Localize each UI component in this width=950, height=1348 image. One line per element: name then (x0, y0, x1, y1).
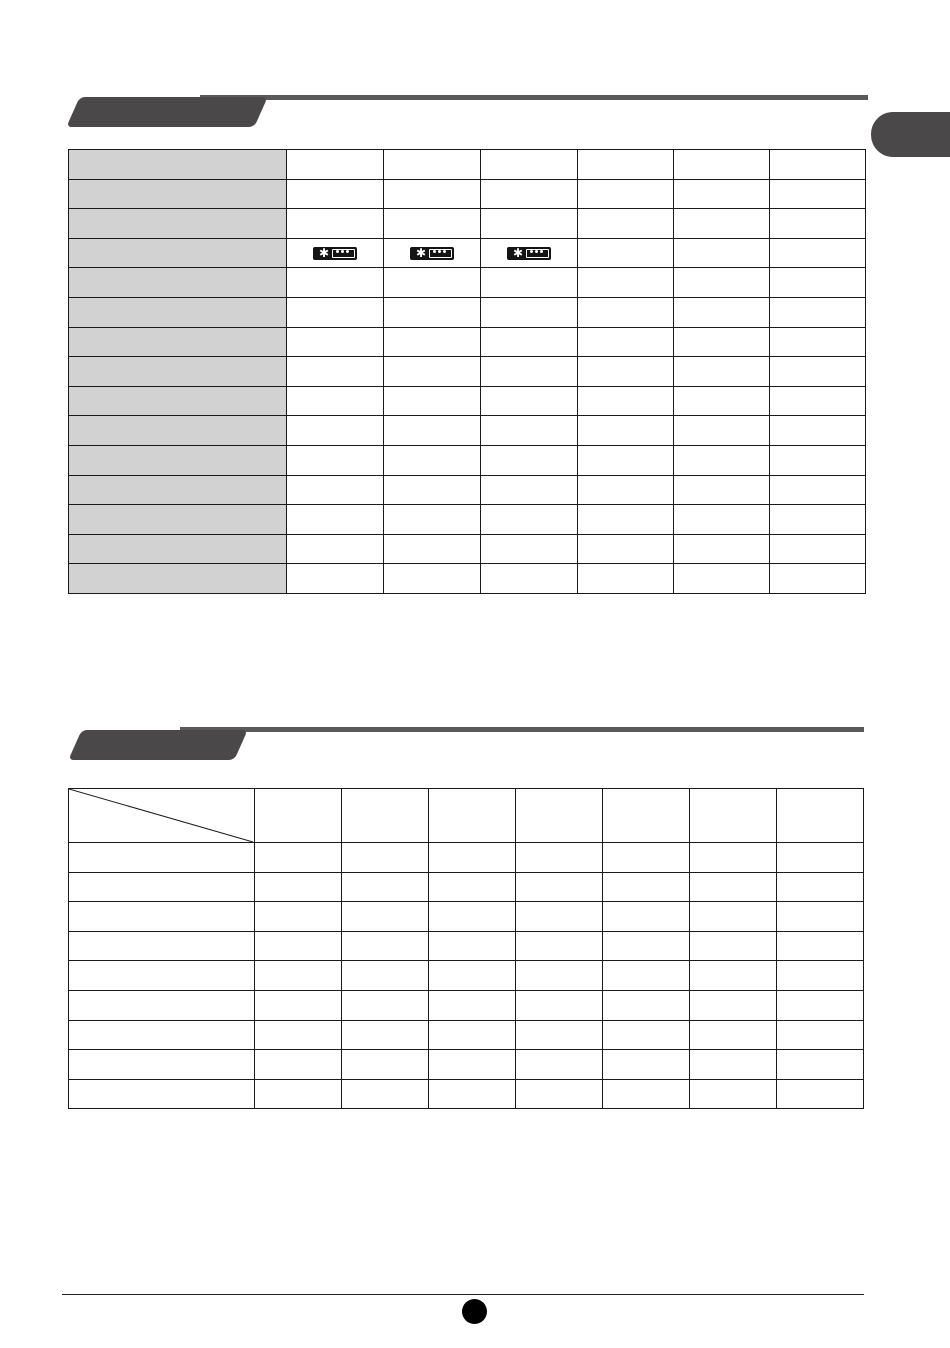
spec-value-cell (770, 416, 866, 446)
grid-value-cell (429, 990, 516, 1020)
spec-value-cell (770, 150, 866, 180)
spec-value-cell (384, 564, 481, 594)
grid-value-cell (429, 902, 516, 932)
grid-value-cell (516, 1079, 603, 1109)
specification-table (68, 149, 866, 594)
grid-value-cell (777, 1079, 864, 1109)
grid-value-cell (342, 931, 429, 961)
grid-value-cell (429, 1050, 516, 1080)
section-2-tab (68, 730, 247, 760)
spec-value-cell (674, 534, 770, 564)
grid-value-cell (342, 990, 429, 1020)
grid-value-cell (777, 990, 864, 1020)
grid-value-cell (516, 1050, 603, 1080)
spec-value-cell (481, 564, 578, 594)
grid-value-cell (429, 961, 516, 991)
grid-value-cell (603, 1020, 690, 1050)
spec-value-cell (578, 238, 674, 268)
spec-label-cell (69, 327, 287, 357)
grid-value-cell (777, 843, 864, 873)
grid-label-cell (69, 1079, 255, 1109)
spec-value-cell (287, 357, 384, 387)
spec-value-cell (481, 150, 578, 180)
grid-value-cell (516, 872, 603, 902)
spec-label-cell (69, 150, 287, 180)
spec-row (69, 505, 866, 535)
spec-label-cell (69, 416, 287, 446)
spec-value-cell (578, 534, 674, 564)
spec-value-cell (674, 357, 770, 387)
page-number-dot (462, 1299, 487, 1324)
spec-value-cell (578, 445, 674, 475)
grid-label-cell (69, 902, 255, 932)
spec-value-cell (384, 386, 481, 416)
grid-value-cell (429, 1020, 516, 1050)
grid-value-cell (516, 1020, 603, 1050)
spec-value-cell (674, 297, 770, 327)
spec-value-cell (481, 327, 578, 357)
grid-row (69, 1050, 864, 1080)
grid-row (69, 990, 864, 1020)
grid-value-cell (255, 990, 342, 1020)
grid-value-cell (690, 990, 777, 1020)
diagonal-header-cell (69, 789, 255, 843)
grid-header-cell (690, 789, 777, 843)
spec-row (69, 357, 866, 387)
grid-value-cell (777, 1050, 864, 1080)
spec-value-cell (674, 238, 770, 268)
diagonal-line (69, 789, 255, 842)
spec-value-cell (287, 327, 384, 357)
spec-value-cell (384, 209, 481, 239)
spec-value-cell (384, 357, 481, 387)
spec-value-cell (384, 268, 481, 298)
spec-label-cell (69, 268, 287, 298)
spec-value-cell (674, 268, 770, 298)
spec-value-cell (578, 150, 674, 180)
grid-header-cell (603, 789, 690, 843)
spec-row (69, 564, 866, 594)
spec-value-cell (674, 564, 770, 594)
spec-row (69, 475, 866, 505)
spec-value-cell (770, 209, 866, 239)
spec-value-cell (770, 327, 866, 357)
grid-value-cell (603, 931, 690, 961)
grid-value-cell (255, 1079, 342, 1109)
spec-value-cell (578, 179, 674, 209)
grid-value-cell (603, 990, 690, 1020)
spec-value-cell (384, 475, 481, 505)
spec-label-cell (69, 534, 287, 564)
grid-header-cell (429, 789, 516, 843)
grid-value-cell (255, 872, 342, 902)
spec-label-cell (69, 357, 287, 387)
grid-header-row (69, 789, 864, 843)
grid-value-cell (603, 961, 690, 991)
grid-value-cell (255, 1050, 342, 1080)
spec-label-cell (69, 475, 287, 505)
grid-label-cell (69, 990, 255, 1020)
spec-value-cell (481, 534, 578, 564)
spec-value-cell (770, 475, 866, 505)
spec-value-cell (674, 150, 770, 180)
spec-label-cell (69, 445, 287, 475)
spec-value-cell (578, 209, 674, 239)
grid-value-cell (342, 1079, 429, 1109)
spec-label-cell (69, 505, 287, 535)
grid-value-cell (690, 961, 777, 991)
grid-value-cell (516, 990, 603, 1020)
spec-value-cell (481, 179, 578, 209)
spec-value-cell (770, 534, 866, 564)
spec-value-cell (384, 416, 481, 446)
spec-value-cell (770, 297, 866, 327)
spec-label-cell (69, 209, 287, 239)
spec-value-cell (481, 445, 578, 475)
grid-label-cell (69, 872, 255, 902)
spec-value-cell (287, 297, 384, 327)
grid-value-cell (777, 1020, 864, 1050)
grid-value-cell (690, 1020, 777, 1050)
spec-value-cell (384, 534, 481, 564)
grid-value-cell (777, 961, 864, 991)
spec-row (69, 534, 866, 564)
grid-value-cell (255, 902, 342, 932)
spec-value-cell (770, 564, 866, 594)
grid-header-cell (516, 789, 603, 843)
spec-value-cell (287, 268, 384, 298)
grid-value-cell (516, 931, 603, 961)
spec-value-cell (481, 238, 578, 268)
grid-value-cell (342, 843, 429, 873)
grid-row (69, 843, 864, 873)
spec-label-cell (69, 238, 287, 268)
grid-label-cell (69, 931, 255, 961)
spec-value-cell (287, 505, 384, 535)
spec-value-cell (674, 475, 770, 505)
grid-value-cell (690, 872, 777, 902)
grid-row (69, 1020, 864, 1050)
spec-value-cell (287, 445, 384, 475)
section-1-rule (200, 95, 868, 100)
grid-value-cell (429, 1079, 516, 1109)
spec-value-cell (674, 209, 770, 239)
spec-value-cell (287, 386, 384, 416)
spec-value-cell (674, 416, 770, 446)
spec-value-cell (578, 505, 674, 535)
spec-value-cell (770, 386, 866, 416)
spec-value-cell (578, 475, 674, 505)
spec-value-cell (287, 238, 384, 268)
grid-value-cell (690, 1079, 777, 1109)
grid-row (69, 961, 864, 991)
spec-value-cell (481, 416, 578, 446)
grid-row (69, 1079, 864, 1109)
grid-value-cell (255, 931, 342, 961)
grid-row (69, 902, 864, 932)
grid-value-cell (603, 1079, 690, 1109)
grid-header-cell (255, 789, 342, 843)
spec-value-cell (770, 357, 866, 387)
spec-value-cell (384, 238, 481, 268)
spec-value-cell (481, 386, 578, 416)
freezer-three-star-icon: ✱ (507, 247, 551, 260)
grid-value-cell (690, 1050, 777, 1080)
freezer-three-star-icon: ✱ (410, 247, 454, 260)
spec-value-cell (287, 150, 384, 180)
grid-header-cell (342, 789, 429, 843)
spec-label-cell (69, 564, 287, 594)
grid-value-cell (603, 902, 690, 932)
spec-value-cell (578, 297, 674, 327)
spec-value-cell (770, 179, 866, 209)
grid-label-cell (69, 1050, 255, 1080)
spec-value-cell (674, 327, 770, 357)
spec-row (69, 445, 866, 475)
spec-value-cell (287, 416, 384, 446)
spec-value-cell (481, 297, 578, 327)
spec-value-cell (578, 564, 674, 594)
grid-label-cell (69, 961, 255, 991)
grid-value-cell (429, 872, 516, 902)
spec-value-cell (287, 209, 384, 239)
grid-value-cell (255, 1020, 342, 1050)
grid-header-cell (777, 789, 864, 843)
spec-value-cell (481, 475, 578, 505)
spec-value-cell (770, 505, 866, 535)
spec-row (69, 416, 866, 446)
grid-value-cell (342, 961, 429, 991)
grid-row (69, 872, 864, 902)
spec-value-cell (384, 179, 481, 209)
spec-value-cell (384, 297, 481, 327)
spec-value-cell (770, 238, 866, 268)
grid-value-cell (777, 902, 864, 932)
spec-row (69, 150, 866, 180)
footer-rule (62, 1294, 864, 1295)
spec-value-cell (578, 357, 674, 387)
spec-row (69, 209, 866, 239)
grid-label-cell (69, 843, 255, 873)
spec-value-cell (481, 268, 578, 298)
section-2-rule (180, 727, 864, 732)
grid-value-cell (690, 902, 777, 932)
spec-row (69, 268, 866, 298)
spec-value-cell (287, 475, 384, 505)
spec-row (69, 297, 866, 327)
spec-value-cell (384, 445, 481, 475)
grid-value-cell (516, 961, 603, 991)
spec-value-cell (481, 209, 578, 239)
spec-value-cell (287, 534, 384, 564)
grid-value-cell (777, 872, 864, 902)
grid-value-cell (255, 843, 342, 873)
grid-value-cell (342, 872, 429, 902)
spec-label-cell (69, 386, 287, 416)
grid-row (69, 931, 864, 961)
section-1-tab (66, 97, 267, 127)
spec-value-cell (384, 327, 481, 357)
grid-table (68, 788, 864, 1109)
spec-row (69, 327, 866, 357)
spec-row (69, 179, 866, 209)
spec-value-cell (384, 505, 481, 535)
spec-label-cell (69, 179, 287, 209)
spec-value-cell (578, 327, 674, 357)
spec-value-cell (674, 445, 770, 475)
grid-value-cell (603, 843, 690, 873)
spec-value-cell (674, 386, 770, 416)
grid-value-cell (777, 931, 864, 961)
grid-value-cell (342, 1050, 429, 1080)
spec-value-cell (481, 505, 578, 535)
grid-value-cell (342, 1020, 429, 1050)
spec-value-cell (481, 357, 578, 387)
spec-value-cell (770, 268, 866, 298)
grid-label-cell (69, 1020, 255, 1050)
spec-value-cell (578, 416, 674, 446)
grid-value-cell (516, 902, 603, 932)
spec-row (69, 386, 866, 416)
grid-value-cell (690, 931, 777, 961)
spec-value-cell (578, 268, 674, 298)
spec-value-cell (287, 564, 384, 594)
grid-value-cell (429, 843, 516, 873)
spec-value-cell (674, 179, 770, 209)
spec-value-cell (578, 386, 674, 416)
spec-row (69, 238, 866, 268)
spec-value-cell (770, 445, 866, 475)
grid-value-cell (603, 872, 690, 902)
spec-value-cell (384, 150, 481, 180)
spec-label-cell (69, 297, 287, 327)
grid-value-cell (516, 843, 603, 873)
freezer-three-star-icon: ✱ (313, 247, 357, 260)
grid-value-cell (342, 902, 429, 932)
grid-value-cell (255, 961, 342, 991)
grid-value-cell (690, 843, 777, 873)
grid-value-cell (603, 1050, 690, 1080)
side-thumb-tab (871, 112, 950, 157)
spec-value-cell (287, 179, 384, 209)
spec-value-cell (674, 505, 770, 535)
grid-value-cell (429, 931, 516, 961)
